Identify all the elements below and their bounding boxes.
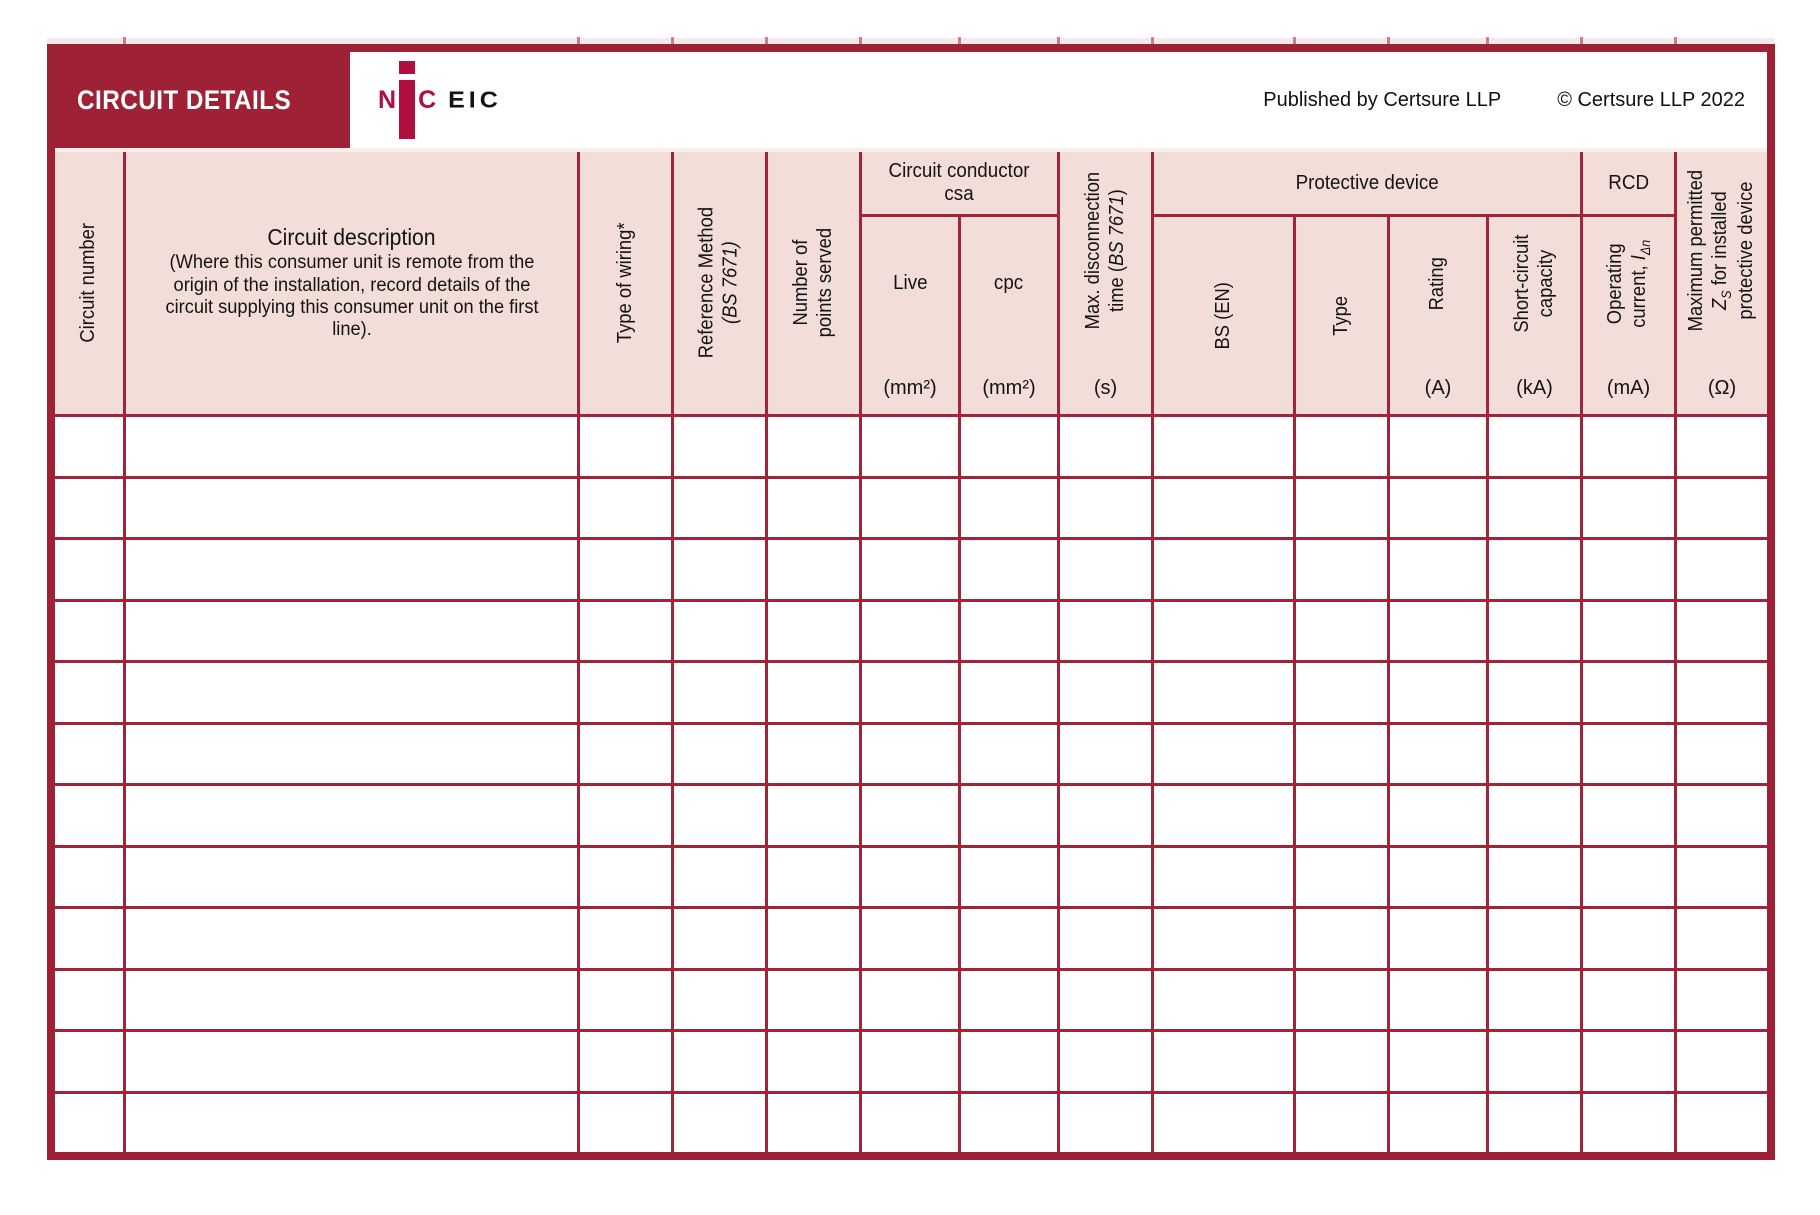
- cell-type-of-wiring[interactable]: [580, 540, 671, 599]
- cell-circuit-description[interactable]: [126, 971, 577, 1030]
- group-circuit-conductor-csa: Circuit conductor csa: [862, 152, 1057, 214]
- cell-circuit-number[interactable]: [55, 909, 123, 968]
- cell-circuit-number[interactable]: [55, 725, 123, 784]
- cell-max-disconnection-time[interactable]: [1060, 1032, 1151, 1091]
- cell-rcd-operating-current[interactable]: [1583, 417, 1674, 476]
- cell-bs-en[interactable]: [1154, 786, 1293, 845]
- cell-rating[interactable]: [1390, 786, 1486, 845]
- cell-max-permitted-zs[interactable]: [1677, 786, 1767, 845]
- cell-circuit-description[interactable]: [126, 602, 577, 661]
- cell-circuit-description[interactable]: [126, 479, 577, 538]
- cell-short-circuit-capacity[interactable]: [1489, 663, 1580, 722]
- cell-max-permitted-zs[interactable]: [1677, 479, 1767, 538]
- cell-bs-en[interactable]: [1154, 417, 1293, 476]
- cell-rcd-operating-current[interactable]: [1583, 1032, 1674, 1091]
- cell-live-csa[interactable]: [862, 479, 958, 538]
- header-max-disconnection-time: Max. disconnection time (BS 7671) (s): [1060, 152, 1151, 414]
- cell-reference-method[interactable]: [674, 1032, 765, 1091]
- cell-circuit-number[interactable]: [55, 1032, 123, 1091]
- published-by-text: Published by Certsure LLP: [1263, 88, 1502, 111]
- cell-max-disconnection-time[interactable]: [1060, 786, 1151, 845]
- cell-short-circuit-capacity[interactable]: [1489, 1032, 1580, 1091]
- unit-a: (A): [1424, 377, 1452, 399]
- cell-device-type[interactable]: [1296, 479, 1387, 538]
- cell-max-disconnection-time[interactable]: [1060, 663, 1151, 722]
- cell-short-circuit-capacity[interactable]: [1489, 909, 1580, 968]
- cell-cpc-csa[interactable]: [961, 848, 1057, 907]
- cell-max-permitted-zs[interactable]: [1677, 1032, 1767, 1091]
- cell-rating[interactable]: [1390, 540, 1486, 599]
- cell-circuit-description[interactable]: [126, 725, 577, 784]
- cell-short-circuit-capacity[interactable]: [1489, 1094, 1580, 1153]
- cell-rating[interactable]: [1390, 848, 1486, 907]
- cell-rating[interactable]: [1390, 417, 1486, 476]
- cell-circuit-description[interactable]: [126, 417, 577, 476]
- cell-circuit-number[interactable]: [55, 417, 123, 476]
- cell-points-served[interactable]: [768, 663, 859, 722]
- cell-live-csa[interactable]: [862, 540, 958, 599]
- unit-ka: (kA): [1516, 377, 1553, 399]
- cell-bs-en[interactable]: [1154, 663, 1293, 722]
- cell-device-type[interactable]: [1296, 602, 1387, 661]
- cell-bs-en[interactable]: [1154, 1032, 1293, 1091]
- page-title: CIRCUIT DETAILS: [77, 84, 292, 115]
- cell-bs-en[interactable]: [1154, 479, 1293, 538]
- cell-rcd-operating-current[interactable]: [1583, 540, 1674, 599]
- header-bs-en: BS (EN): [1154, 217, 1293, 414]
- cell-short-circuit-capacity[interactable]: [1489, 540, 1580, 599]
- cell-cpc-csa[interactable]: [961, 1094, 1057, 1153]
- cell-max-permitted-zs[interactable]: [1677, 417, 1767, 476]
- cell-rating[interactable]: [1390, 602, 1486, 661]
- cell-rcd-operating-current[interactable]: [1583, 786, 1674, 845]
- cell-points-served[interactable]: [768, 540, 859, 599]
- cell-cpc-csa[interactable]: [961, 725, 1057, 784]
- header-points-served: Number of points served: [768, 152, 859, 414]
- cell-short-circuit-capacity[interactable]: [1489, 479, 1580, 538]
- cell-reference-method[interactable]: [674, 1094, 765, 1153]
- cell-type-of-wiring[interactable]: [580, 848, 671, 907]
- cell-rcd-operating-current[interactable]: [1583, 479, 1674, 538]
- logo-letter-n: N: [378, 85, 397, 114]
- cell-points-served[interactable]: [768, 786, 859, 845]
- header-short-circuit-capacity: Short-circuit capacity (kA): [1489, 217, 1580, 414]
- cell-device-type[interactable]: [1296, 971, 1387, 1030]
- cell-points-served[interactable]: [768, 909, 859, 968]
- publisher-info: [1263, 89, 1767, 112]
- cell-circuit-number[interactable]: [55, 540, 123, 599]
- cell-live-csa[interactable]: [862, 663, 958, 722]
- cell-reference-method[interactable]: [674, 540, 765, 599]
- cell-type-of-wiring[interactable]: [580, 417, 671, 476]
- cell-reference-method[interactable]: [674, 663, 765, 722]
- cell-rating[interactable]: [1390, 663, 1486, 722]
- cell-cpc-csa[interactable]: [961, 909, 1057, 968]
- cell-max-disconnection-time[interactable]: [1060, 725, 1151, 784]
- cell-max-disconnection-time[interactable]: [1060, 602, 1151, 661]
- cell-rcd-operating-current[interactable]: [1583, 602, 1674, 661]
- cell-points-served[interactable]: [768, 848, 859, 907]
- cell-short-circuit-capacity[interactable]: [1489, 786, 1580, 845]
- cell-bs-en[interactable]: [1154, 1094, 1293, 1153]
- cell-live-csa[interactable]: [862, 417, 958, 476]
- cell-rcd-operating-current[interactable]: [1583, 971, 1674, 1030]
- cell-circuit-number[interactable]: [55, 848, 123, 907]
- cell-cpc-csa[interactable]: [961, 540, 1057, 599]
- cell-device-type[interactable]: [1296, 1032, 1387, 1091]
- cell-rating[interactable]: [1390, 909, 1486, 968]
- cell-circuit-description[interactable]: [126, 663, 577, 722]
- cell-live-csa[interactable]: [862, 848, 958, 907]
- cell-max-disconnection-time[interactable]: [1060, 479, 1151, 538]
- cell-device-type[interactable]: [1296, 786, 1387, 845]
- cell-reference-method[interactable]: [674, 479, 765, 538]
- cell-rcd-operating-current[interactable]: [1583, 663, 1674, 722]
- cell-reference-method[interactable]: [674, 909, 765, 968]
- cell-max-permitted-zs[interactable]: [1677, 848, 1767, 907]
- cell-live-csa[interactable]: [862, 602, 958, 661]
- cell-type-of-wiring[interactable]: [580, 725, 671, 784]
- cell-cpc-csa[interactable]: [961, 479, 1057, 538]
- group-protective-device: Protective device: [1154, 152, 1580, 214]
- cell-live-csa[interactable]: [862, 971, 958, 1030]
- cell-max-permitted-zs[interactable]: [1677, 971, 1767, 1030]
- header-circuit-description: Circuit description (Where this consumer unit is remote from the origin of the installation, record details of the circuit supplying this consumer unit on the first line).: [126, 152, 577, 414]
- cell-circuit-description[interactable]: [126, 1032, 577, 1091]
- cell-type-of-wiring[interactable]: [580, 602, 671, 661]
- cell-device-type[interactable]: [1296, 663, 1387, 722]
- cell-reference-method[interactable]: [674, 971, 765, 1030]
- cell-live-csa[interactable]: [862, 1094, 958, 1153]
- cell-max-permitted-zs[interactable]: [1677, 540, 1767, 599]
- cell-device-type[interactable]: [1296, 540, 1387, 599]
- cell-type-of-wiring[interactable]: [580, 971, 671, 1030]
- header-max-permitted-zs: Maximum permitted $Z_S$ for installed protective device (Ω): [1677, 152, 1767, 414]
- cell-max-permitted-zs[interactable]: [1677, 909, 1767, 968]
- cell-points-served[interactable]: [768, 1032, 859, 1091]
- cell-cpc-csa[interactable]: [961, 971, 1057, 1030]
- cell-short-circuit-capacity[interactable]: [1489, 848, 1580, 907]
- cell-bs-en[interactable]: [1154, 848, 1293, 907]
- cell-live-csa[interactable]: [862, 1032, 958, 1091]
- cell-type-of-wiring[interactable]: [580, 479, 671, 538]
- cell-device-type[interactable]: [1296, 848, 1387, 907]
- cell-type-of-wiring[interactable]: [580, 786, 671, 845]
- header-reference-method: Reference Method (BS 7671): [674, 152, 765, 414]
- cell-rating[interactable]: [1390, 971, 1486, 1030]
- cell-circuit-number[interactable]: [55, 1094, 123, 1153]
- cell-circuit-number[interactable]: [55, 786, 123, 845]
- cell-type-of-wiring[interactable]: [580, 663, 671, 722]
- cell-max-permitted-zs[interactable]: [1677, 725, 1767, 784]
- title-band: [55, 52, 350, 148]
- unit-s: (s): [1093, 377, 1118, 399]
- cell-circuit-number[interactable]: [55, 479, 123, 538]
- logo-letter-c: C: [418, 85, 437, 114]
- cell-short-circuit-capacity[interactable]: [1489, 971, 1580, 1030]
- cell-max-disconnection-time[interactable]: [1060, 1094, 1151, 1153]
- cell-max-disconnection-time[interactable]: [1060, 540, 1151, 599]
- cell-short-circuit-capacity[interactable]: [1489, 417, 1580, 476]
- unit-ohm: (Ω): [1707, 377, 1737, 399]
- cell-circuit-description[interactable]: [126, 540, 577, 599]
- unit-ma: (mA): [1606, 377, 1651, 399]
- cell-reference-method[interactable]: [674, 786, 765, 845]
- cell-max-disconnection-time[interactable]: [1060, 971, 1151, 1030]
- header-device-type: Type: [1296, 217, 1387, 414]
- header-type-of-wiring: Type of wiring*: [580, 152, 671, 414]
- unit-mm2: (mm²): [883, 377, 937, 399]
- cell-bs-en[interactable]: [1154, 725, 1293, 784]
- cell-rcd-operating-current[interactable]: [1583, 725, 1674, 784]
- logo-letters-eic: EIC: [448, 86, 502, 113]
- cell-cpc-csa[interactable]: [961, 417, 1057, 476]
- cell-max-permitted-zs[interactable]: [1677, 663, 1767, 722]
- group-rcd: RCD: [1583, 152, 1674, 214]
- header-circuit-number: Circuit number: [55, 152, 123, 414]
- cell-points-served[interactable]: [768, 417, 859, 476]
- cell-reference-method[interactable]: [674, 725, 765, 784]
- cell-max-disconnection-time[interactable]: [1060, 909, 1151, 968]
- cell-type-of-wiring[interactable]: [580, 1094, 671, 1153]
- cell-bs-en[interactable]: [1154, 602, 1293, 661]
- cell-device-type[interactable]: [1296, 909, 1387, 968]
- cell-max-disconnection-time[interactable]: [1060, 848, 1151, 907]
- unit-mm2: (mm²): [982, 377, 1036, 399]
- cell-live-csa[interactable]: [862, 786, 958, 845]
- header-cpc-csa: cpc (mm²): [961, 217, 1057, 414]
- cell-circuit-description[interactable]: [126, 786, 577, 845]
- cell-rcd-operating-current[interactable]: [1583, 848, 1674, 907]
- cell-short-circuit-capacity[interactable]: [1489, 725, 1580, 784]
- cell-points-served[interactable]: [768, 1094, 859, 1153]
- circuit-details-form: [47, 44, 1775, 1160]
- cell-circuit-number[interactable]: [55, 663, 123, 722]
- cell-cpc-csa[interactable]: [961, 663, 1057, 722]
- cell-device-type[interactable]: [1296, 1094, 1387, 1153]
- cell-rating[interactable]: [1390, 479, 1486, 538]
- cell-circuit-description[interactable]: [126, 848, 577, 907]
- cell-rating[interactable]: [1390, 1094, 1486, 1153]
- cell-rating[interactable]: [1390, 1032, 1486, 1091]
- cell-cpc-csa[interactable]: [961, 602, 1057, 661]
- cell-cpc-csa[interactable]: [961, 786, 1057, 845]
- cell-circuit-number[interactable]: [55, 602, 123, 661]
- cell-max-permitted-zs[interactable]: [1677, 602, 1767, 661]
- cell-circuit-number[interactable]: [55, 971, 123, 1030]
- header-rcd-operating-current: Operating current, $I_{\Delta n}$ (mA): [1583, 217, 1674, 414]
- cell-device-type[interactable]: [1296, 725, 1387, 784]
- title-white-area: [350, 52, 1767, 148]
- copyright-text: © Certsure LLP 2022: [1557, 88, 1745, 111]
- cell-points-served[interactable]: [768, 479, 859, 538]
- niceic-logo: [378, 61, 502, 139]
- cell-reference-method[interactable]: [674, 602, 765, 661]
- cell-rating[interactable]: [1390, 725, 1486, 784]
- cell-rcd-operating-current[interactable]: [1583, 1094, 1674, 1153]
- cell-points-served[interactable]: [768, 971, 859, 1030]
- cell-bs-en[interactable]: [1154, 540, 1293, 599]
- header-live-csa: Live (mm²): [862, 217, 958, 414]
- circuit-details-table: [55, 152, 1767, 1152]
- cell-points-served[interactable]: [768, 602, 859, 661]
- cell-live-csa[interactable]: [862, 909, 958, 968]
- cell-rcd-operating-current[interactable]: [1583, 909, 1674, 968]
- cell-max-disconnection-time[interactable]: [1060, 417, 1151, 476]
- cell-points-served[interactable]: [768, 725, 859, 784]
- cell-bs-en[interactable]: [1154, 971, 1293, 1030]
- cell-type-of-wiring[interactable]: [580, 1032, 671, 1091]
- header-rating: Rating (A): [1390, 217, 1486, 414]
- cell-reference-method[interactable]: [674, 417, 765, 476]
- cell-type-of-wiring[interactable]: [580, 909, 671, 968]
- cell-live-csa[interactable]: [862, 725, 958, 784]
- logo-cross-icon: [399, 61, 415, 139]
- cell-max-permitted-zs[interactable]: [1677, 1094, 1767, 1153]
- cell-device-type[interactable]: [1296, 417, 1387, 476]
- title-bar: [55, 52, 1767, 148]
- cell-cpc-csa[interactable]: [961, 1032, 1057, 1091]
- cell-short-circuit-capacity[interactable]: [1489, 602, 1580, 661]
- cell-circuit-description[interactable]: [126, 909, 577, 968]
- cell-bs-en[interactable]: [1154, 909, 1293, 968]
- cell-reference-method[interactable]: [674, 848, 765, 907]
- cell-circuit-description[interactable]: [126, 1094, 577, 1153]
